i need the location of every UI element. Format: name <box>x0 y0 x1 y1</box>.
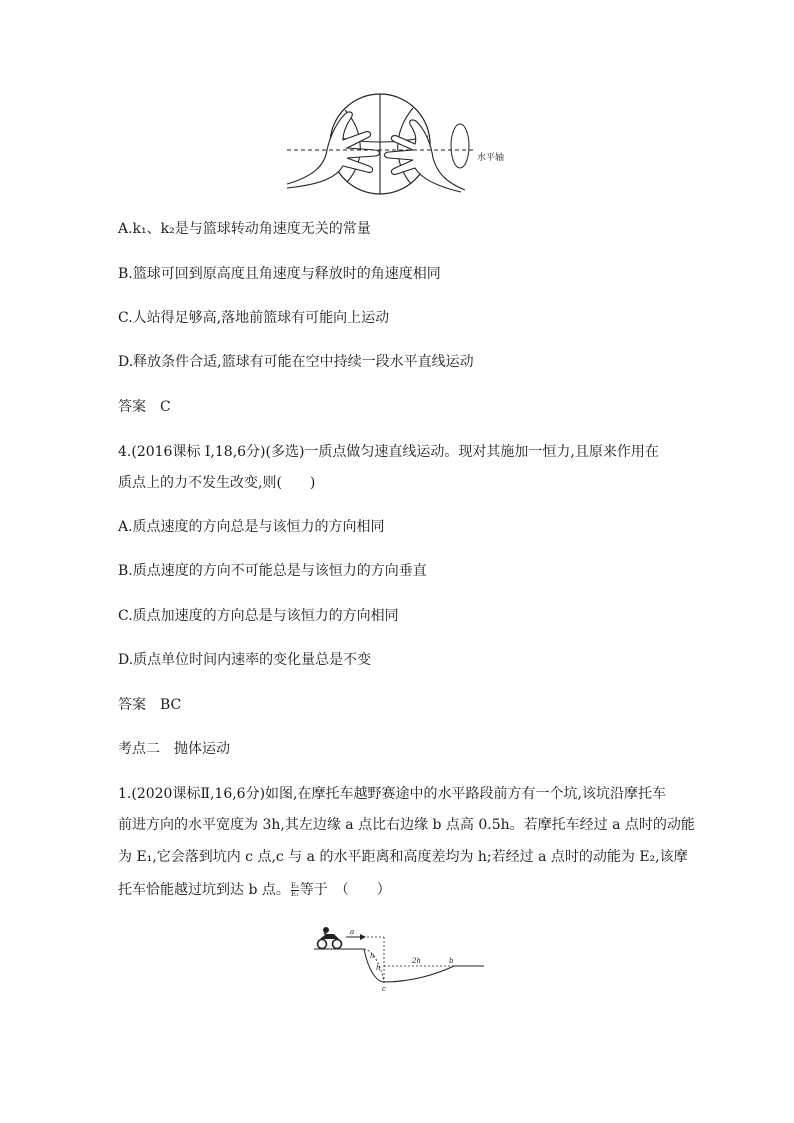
q4-option-c: C.质点加速度的方向总是与该恒力的方向相同 <box>118 608 399 624</box>
q4-answer <box>118 695 181 715</box>
motorcycle-pit-figure <box>312 924 487 994</box>
height-h-label-2: h <box>376 964 381 972</box>
answer-label: 答案 <box>118 697 146 713</box>
q3-option-c: C.人站得足够高,落地前篮球有可能向上运动 <box>118 310 390 326</box>
q1-line4-pre: 托车恰能越过坑到达 b 点。 <box>118 882 290 898</box>
answer-value: C <box>160 399 171 415</box>
height-h-label-1: h <box>370 952 375 960</box>
q4-stem-line2: 质点上的力不发生改变,则( ) <box>118 475 316 491</box>
section-heading: 考点二 抛体运动 <box>118 741 230 757</box>
q3-option-b: B.篮球可回到原高度且角速度与释放时的角速度相同 <box>118 266 441 282</box>
q3-answer <box>118 397 171 417</box>
q4-stem-line1: 4.(2016课标 Ⅰ,18,6分)(多选)一质点做匀速直线运动。现对其施加一恒力,且原来作用在 <box>118 444 659 460</box>
fraction-numerator: E₂ <box>290 881 299 890</box>
point-a-label: a <box>350 928 355 936</box>
q1-stem-line4 <box>118 880 391 900</box>
motorcycle-icon <box>318 927 342 949</box>
q3-option-d: D.释放条件合适,篮球有可能在空中持续一段水平直线运动 <box>118 354 474 370</box>
point-b-label: b <box>449 957 454 965</box>
answer-label: 答案 <box>118 399 146 415</box>
q3-option-a: A.k₁、k₂是与篮球转动角速度无关的常量 <box>118 221 371 237</box>
energy-ratio-fraction <box>291 883 299 898</box>
width-2h-label: 2h <box>412 957 421 965</box>
horizontal-axis-label: 水平轴 <box>477 153 505 163</box>
q4-option-a: A.质点速度的方向总是与该恒力的方向相同 <box>118 519 385 535</box>
fraction-denominator: E₁ <box>290 889 299 898</box>
answer-value: BC <box>160 697 182 713</box>
q1-stem-line1: 1.(2020课标Ⅱ,16,6分)如图,在摩托车越野赛途中的水平路段前方有一个坑,该坑沿摩托车 <box>118 786 666 802</box>
q4-option-b: B.质点速度的方向不可能总是与该恒力的方向垂直 <box>118 563 427 579</box>
q4-option-d: D.质点单位时间内速率的变化量总是不变 <box>118 652 372 668</box>
point-c-label: c <box>382 985 386 993</box>
basketball-figure <box>285 92 525 198</box>
q1-line4-post: 等于 （ ） <box>299 882 391 898</box>
q1-stem-line3: 为 E₁,它会落到坑内 c 点,c 与 a 的水平距离和高度差均为 h;若经过 a 点时的动能为 E₂,该摩 <box>118 849 688 865</box>
q1-stem-line2: 前进方向的水平宽度为 3h,其左边缘 a 点比右边缘 b 点高 0.5h。若摩托车经过 a 点时的动能 <box>118 817 695 833</box>
